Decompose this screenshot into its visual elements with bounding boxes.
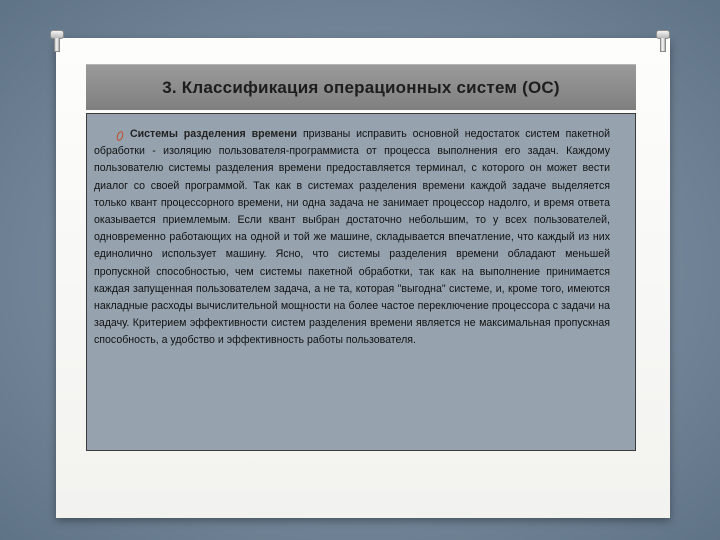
pin-icon — [50, 30, 64, 52]
content-box — [86, 113, 636, 451]
slide-title: 3. Классификация операционных систем (ОС) — [162, 77, 560, 97]
body-paragraph — [91, 126, 610, 350]
pin-icon — [656, 30, 670, 52]
paragraph-rest: призваны исправить основной недостаток систем пакетной обработки - изоляцию пользователя-программиста от процесса выполнения его задач. Каждому пользователю системы разделения времени предоставляется терминал, с которого он может вести диалог со своей программой. Так как в системах разделения времени каждой задаче выделяется только квант процессорного времени, ни одна задача не занимает процессор надолго, и время ответа оказывается приемлемым. Если квант выбран достаточно небольшим, то у всех пользователей, одновременно работающих на одной и той же машине, складывается впечатление, что каждый из них единолично использует машину. Ясно, что системы разделения времени обладают меньшей пропускной способностью, чем системы пакетной обработки, так как на выполнение принимается каждая запущенная пользователем задача, а не та, которая "выгодна" системе, и, кроме того, имеются накладные расходы вычислительной мощности на более частое переключение процессора с задачи на задачу. Критерием эффективности систем разделения времени является не максимальная пропускная способность, а удобство и эффективность работы пользователя. — [94, 128, 611, 347]
slide-title-bar — [86, 64, 636, 110]
paragraph-lead: Системы разделения времени — [130, 128, 298, 140]
